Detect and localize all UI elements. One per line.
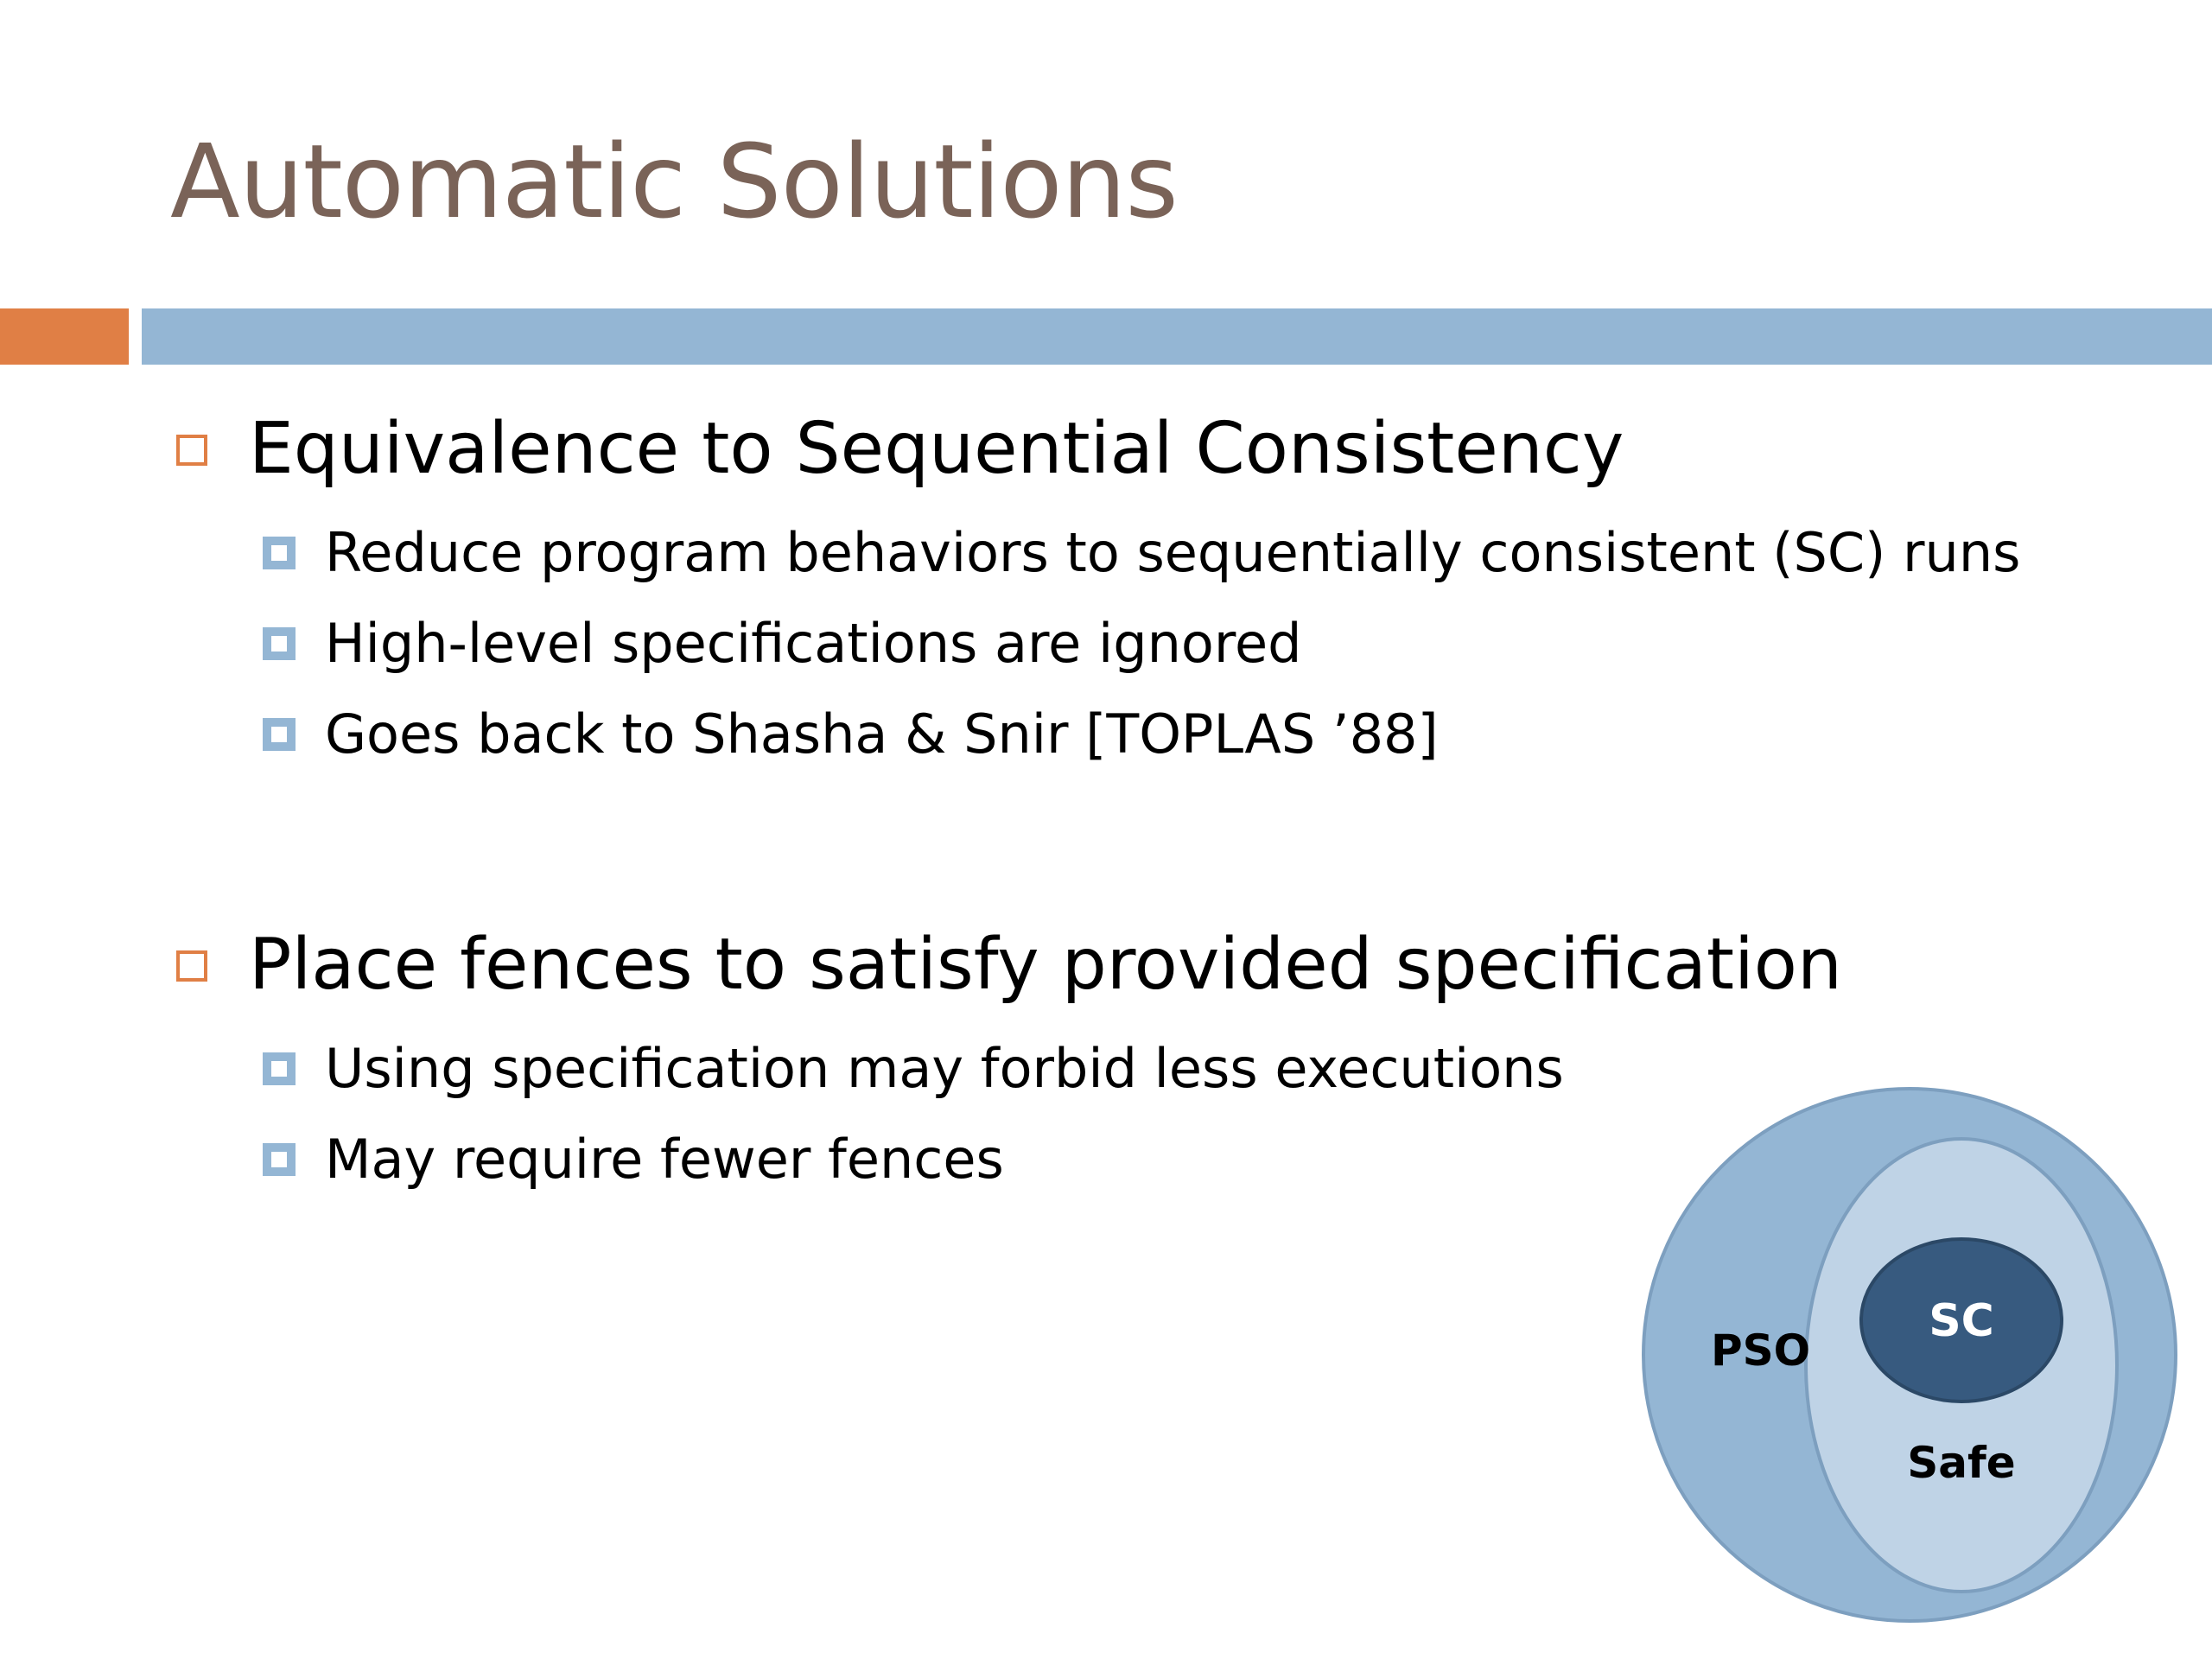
- list-item-text: High-level specifications are ignored: [325, 612, 1302, 675]
- square-bullet-icon: [263, 537, 296, 569]
- list-item-text: Goes back to Shasha & Snir [TOPLAS ’88]: [325, 702, 1439, 766]
- venn-middle-label: Safe: [1907, 1438, 2016, 1488]
- list-item: [0, 605, 2212, 683]
- list-item-text: May require fewer fences: [325, 1128, 1004, 1191]
- section-heading: Equivalence to Sequential Consistency: [249, 408, 1624, 490]
- slide-title: Automatic Solutions: [170, 122, 1178, 241]
- section-heading: Place fences to satisfy provided specification: [249, 924, 1842, 1006]
- square-bullet-icon: [263, 1143, 296, 1176]
- square-bullet-icon: [263, 1052, 296, 1085]
- venn-inner-label: SC: [1929, 1295, 1994, 1347]
- list-item-text: Reduce program behaviors to sequentially consistent (SC) runs: [325, 521, 2021, 584]
- venn-outer-label: PSO: [1711, 1325, 1811, 1376]
- square-bullet-icon: [263, 627, 296, 660]
- venn-diagram: [1633, 1080, 2186, 1633]
- square-bullet-icon: [263, 718, 296, 751]
- title-rule-bar: [142, 308, 2212, 365]
- list-item-text: Using specification may forbid less executions: [325, 1037, 1564, 1100]
- accent-bar: [0, 308, 129, 365]
- section-1-heading-row: [0, 402, 2212, 497]
- section-2-heading-row: [0, 918, 2212, 1013]
- square-bullet-icon: [176, 435, 207, 466]
- square-bullet-icon: [176, 950, 207, 982]
- venn-svg: [1633, 1080, 2186, 1633]
- list-item: [0, 514, 2212, 592]
- list-item: [0, 696, 2212, 773]
